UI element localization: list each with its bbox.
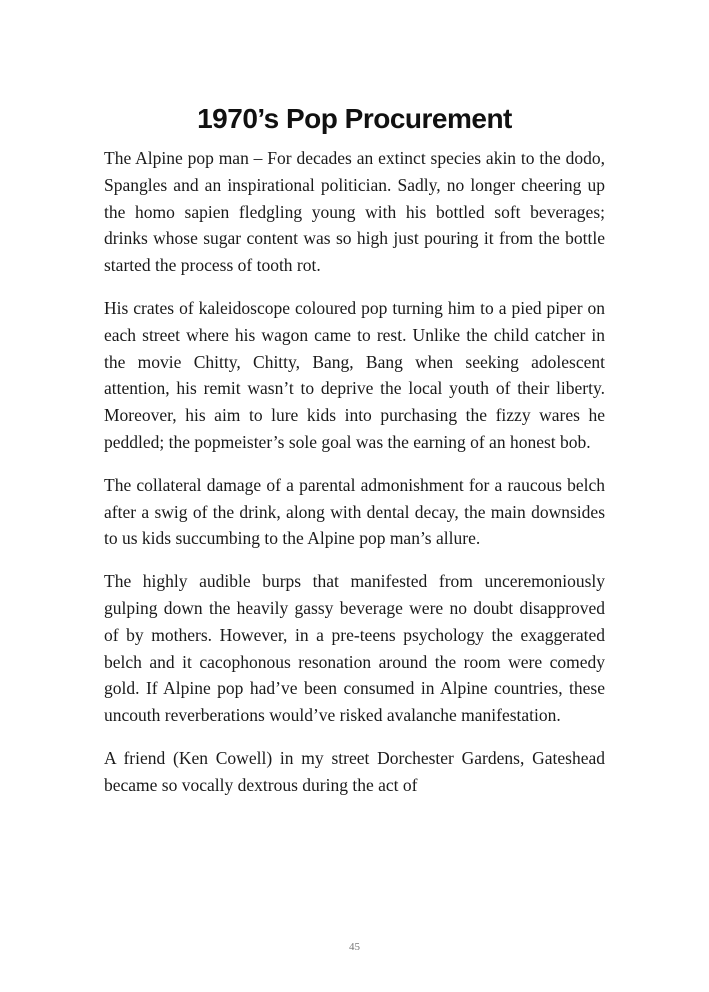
- paragraph: The highly audible burps that manifested from unceremoniously gulping down the heavily gassy beverage were no doubt disapproved of by mothers. However, in a pre-teens psychology the exaggerated belch and it cacophonous resonation around the room were comedy gold. If Alpine pop had’ve been consumed in Alpine countries, these uncouth reverberations would’ve risked avalanche manifestation.: [104, 571, 605, 726]
- paragraph: The Alpine pop man – For decades an extinct species akin to the dodo, Spangles and an inspirational politician. Sadly, no longer cheering up the homo sapien fledgling young with his bottled soft beverages; drinks whose sugar content was so high just pouring it from the bottle started the process of tooth rot.: [104, 148, 605, 276]
- paragraph: The collateral damage of a parental admonishment for a raucous belch after a swig of the drink, along with dental decay, the main downsides to us kids succumbing to the Alpine pop man’s allure.: [104, 474, 605, 549]
- page-title: 1970’s Pop Procurement: [197, 102, 512, 134]
- body-text: [104, 145, 605, 815]
- page-number: 45: [349, 941, 360, 953]
- paragraph: A friend (Ken Cowell) in my street Dorchester Gardens, Gateshead became so vocally dextrous during the act of: [104, 747, 605, 795]
- paragraph: His crates of kaleidoscope coloured pop turning him to a pied piper on each street where his wagon came to rest. Unlike the child catcher in the movie Chitty, Chitty, Bang, Bang when seeking adolescent attention, his remit wasn’t to deprive the local youth of their liberty. Moreover, his aim to lure kids into purchasing the fizzy wares he peddled; the popmeister’s sole goal was the earning of an honest bob.: [104, 297, 605, 452]
